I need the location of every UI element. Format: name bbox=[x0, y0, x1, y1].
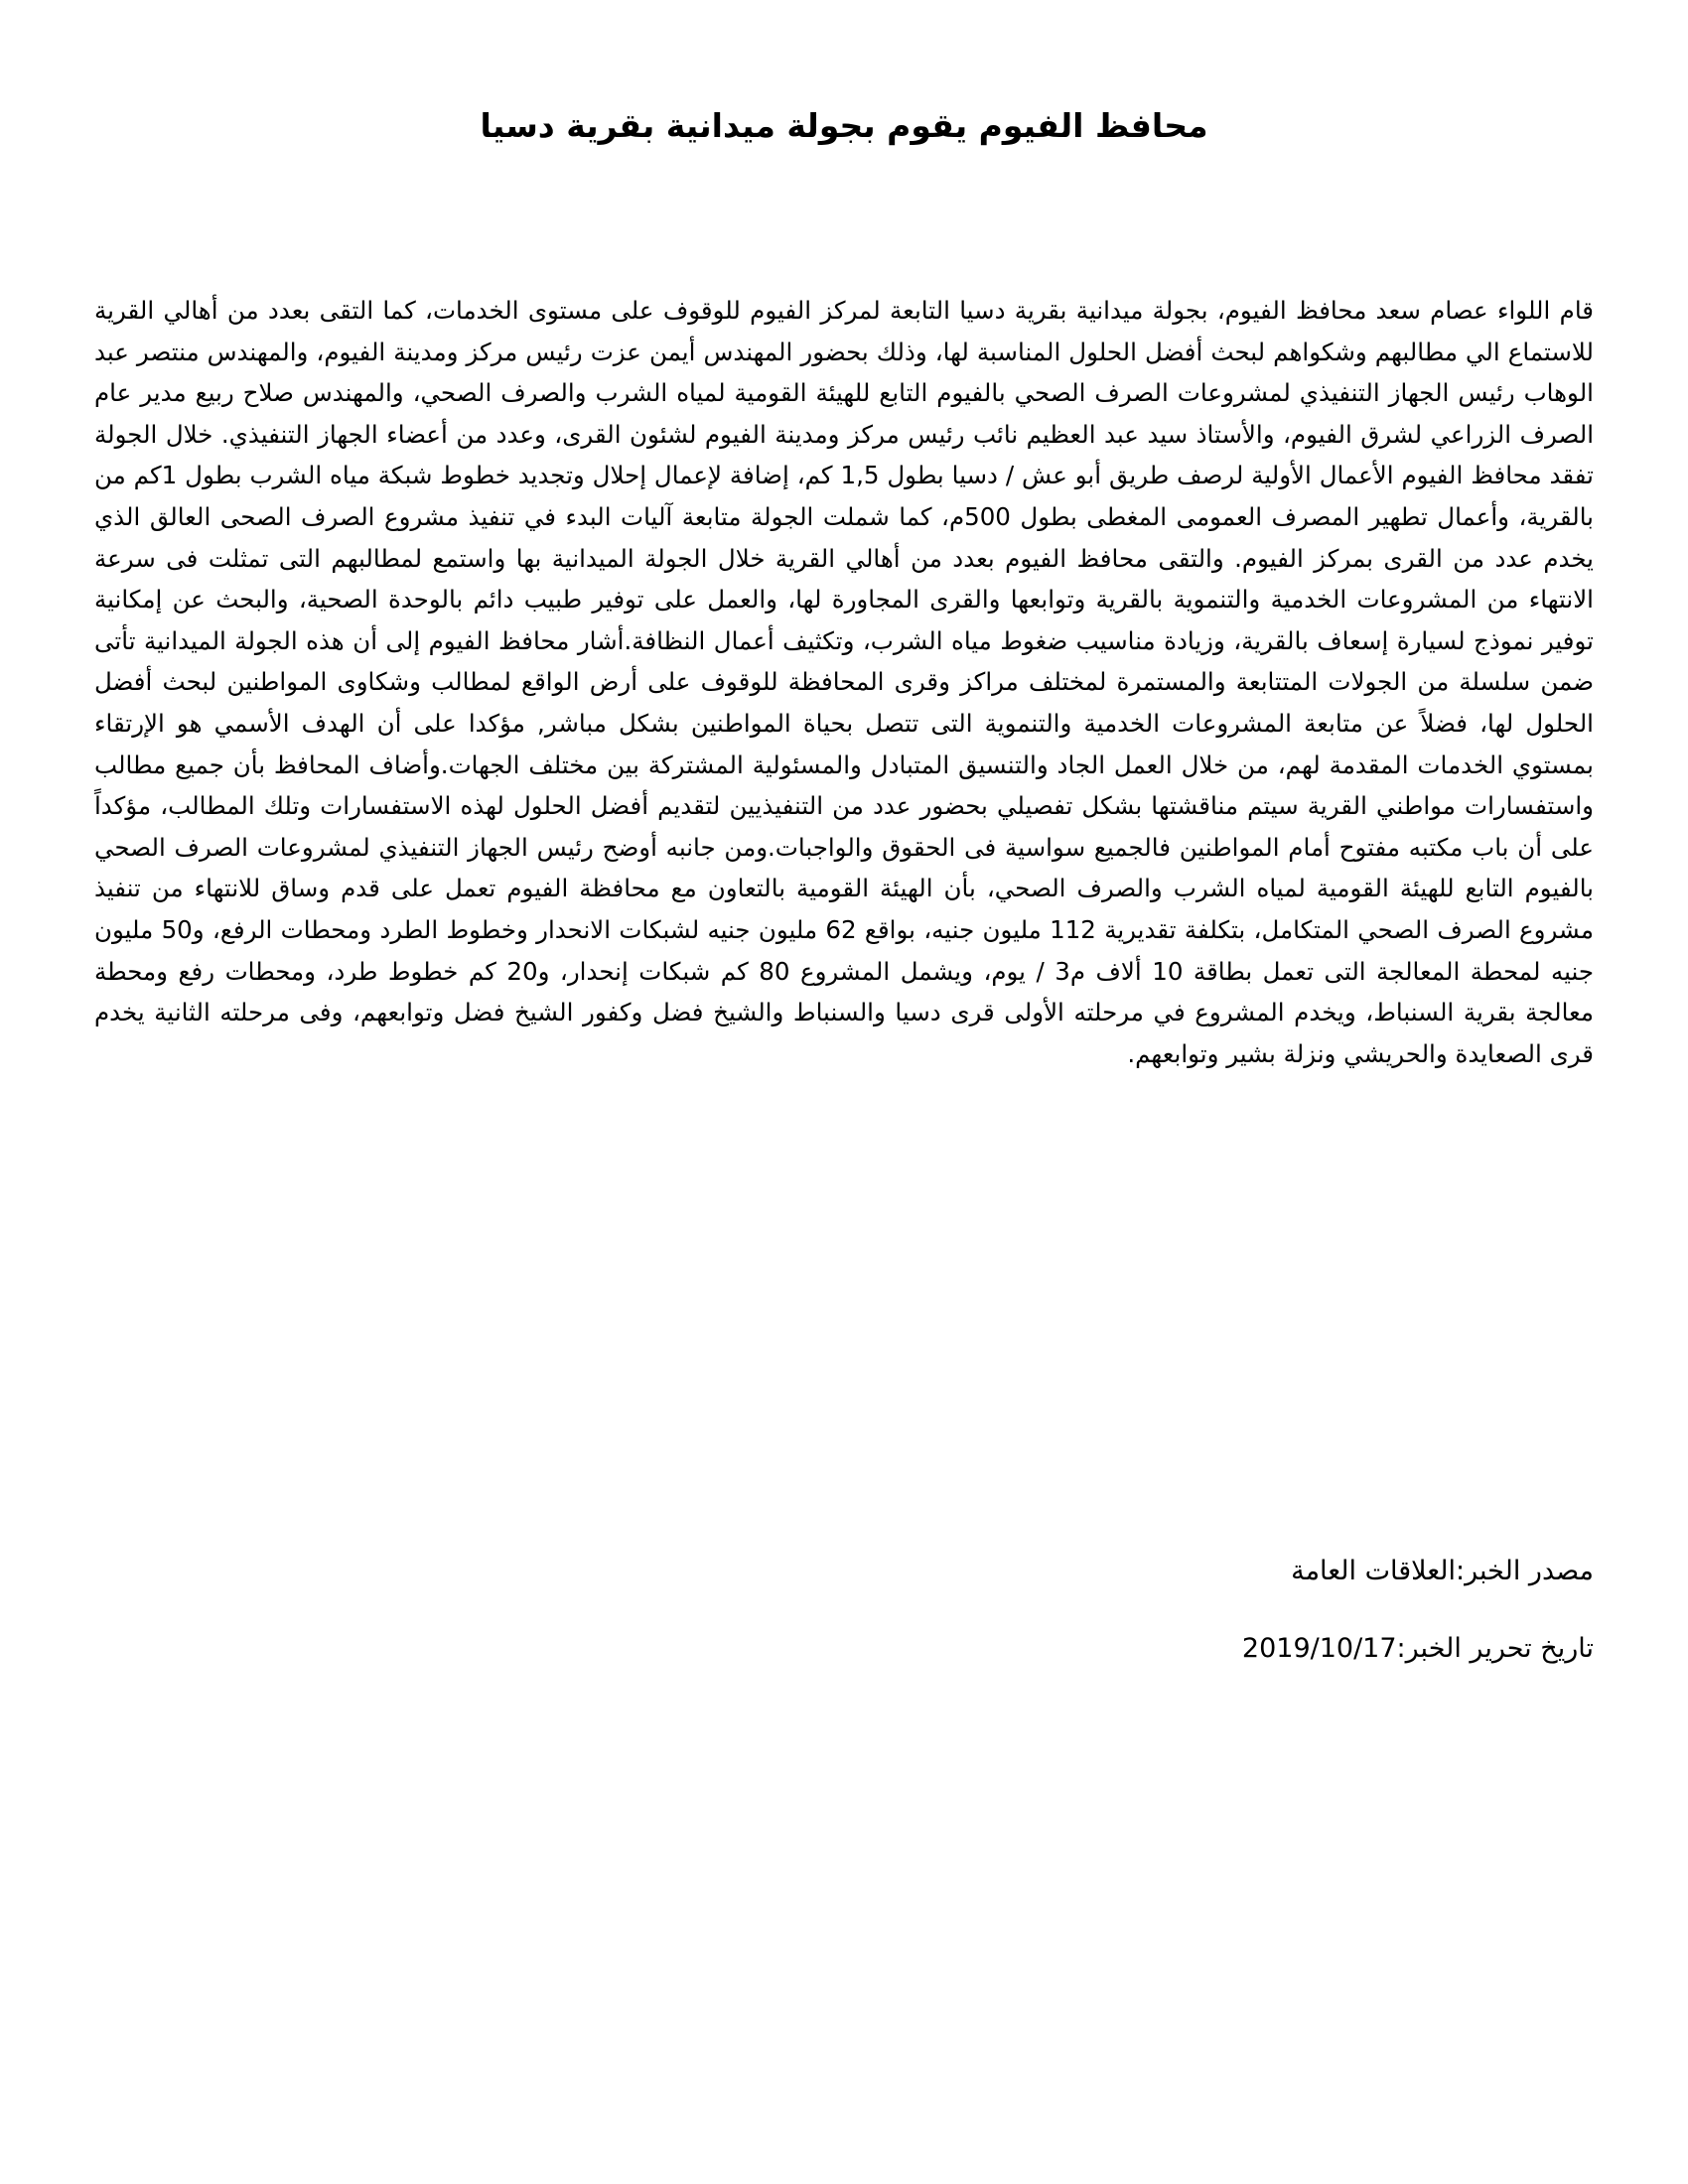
article-title: محافظ الفيوم يقوم بجولة ميدانية بقرية دسيا bbox=[480, 106, 1208, 145]
news-source-line: مصدر الخبر:العلاقات العامة bbox=[1291, 1556, 1594, 1586]
article-body: قام اللواء عصام سعد محافظ الفيوم، بجولة ميدانية بقرية دسيا التابعة لمركز الفيوم للوقوف على مستوى الخدمات، كما التقى بعدد من أهالي القرية للاستماع الي مطالبهم وشكواهم لبحث أفضل الحلول المناسبة لها، وذلك بحضور المهندس أيمن عزت رئيس مركز ومدينة الفيوم، والمهندس منتصر عبد الوهاب رئيس الجهاز التنفيذي لمشروعات الصرف الصحي بالفيوم التابع للهيئة القومية لمياه الشرب والصرف الصحي، والمهندس صلاح ربيع مدير عام الصرف الزراعي لشرق الفيوم، والأستاذ سيد عبد العظيم نائب رئيس مركز ومدينة الفيوم لشئون القرى، وعدد من أعضاء الجهاز التنفيذي. خلال الجولة تفقد محافظ الفيوم الأعمال الأولية لرصف طريق أبو عش / دسيا بطول 1,5 كم، إضافة لإعمال إحلال وتجديد خطوط شبكة مياه الشرب بطول 1كم من بالقرية، وأعمال تطهير المصرف العمومى المغطى بطول 500م، كما شملت الجولة متابعة آليات البدء في تنفيذ مشروع الصرف الصحى العالق الذي يخدم عدد من القرى بمركز الفيوم. والتقى محافظ الفيوم بعدد من أهالي القرية خلال الجولة الميدانية بها واستمع لمطالبهم التى تمثلت فى سرعة الانتهاء من المشروعات الخدمية والتنموية بالقرية وتوابعها والقرى المجاورة لها، والعمل على توفير طبيب دائم بالوحدة الصحية، والبحث عن إمكانية توفير نموذج لسيارة إسعاف بالقرية، وزيادة مناسيب ضغوط مياه الشرب، وتكثيف أعمال النظافة.أشار محافظ الفيوم إلى أن هذه الجولة الميدانية تأتى ضمن سلسلة من الجولات المتتابعة والمستمرة لمختلف مراكز وقرى المحافظة للوقوف على أرض الواقع لمطالب وشكاوى المواطنين لبحث أفضل الحلول لها، فضلاً عن متابعة المشروعات الخدمية والتنموية التى تتصل بحياة المواطنين بشكل مباشر, مؤكدا على أن الهدف الأسمي هو الإرتقاء بمستوي الخدمات المقدمة لهم، من خلال العمل الجاد والتنسيق المتبادل والمسئولية المشتركة بين مختلف الجهات.وأضاف المحافظ بأن جميع مطالب واستفسارات مواطني القرية سيتم مناقشتها بشكل تفصيلي بحضور عدد من التنفيذيين لتقديم أفضل الحلول لهذه الاستفسارات وتلك المطالب، مؤكداً على أن باب مكتبه مفتوح أمام المواطنين فالجميع سواسية فى الحقوق والواجبات.ومن جانبه أوضح رئيس الجهاز التنفيذي لمشروعات الصرف الصحي بالفيوم التابع للهيئة القومية لمياه الشرب والصرف الصحي، بأن الهيئة القومية بالتعاون مع محافظة الفيوم تعمل على قدم وساق للانتهاء من تنفيذ مشروع الصرف الصحي المتكامل، بتكلفة تقديرية 112 مليون جنيه، بواقع 62 مليون جنيه لشبكات الانحدار وخطوط الطرد ومحطات الرفع، و50 مليون جنيه لمحطة المعالجة التى تعمل بطاقة 10 ألاف م3 / يوم، ويشمل المشروع 80 كم شبكات إنحدار، و20 كم خطوط طرد، ومحطات رفع ومحطة معالجة بقرية السنباط، ويخدم المشروع في مرحلته الأولى قرى دسيا والسنباط والشيخ فضل وكفور الشيخ فضل وتوابعهم، وفى مرحلته الثانية يخدم قرى الصعايدة والحريشي ونزلة بشير وتوابعهم. bbox=[94, 296, 1595, 1068]
editing-date-line: تاريخ تحرير الخبر:2019/10/17 bbox=[1241, 1633, 1594, 1664]
